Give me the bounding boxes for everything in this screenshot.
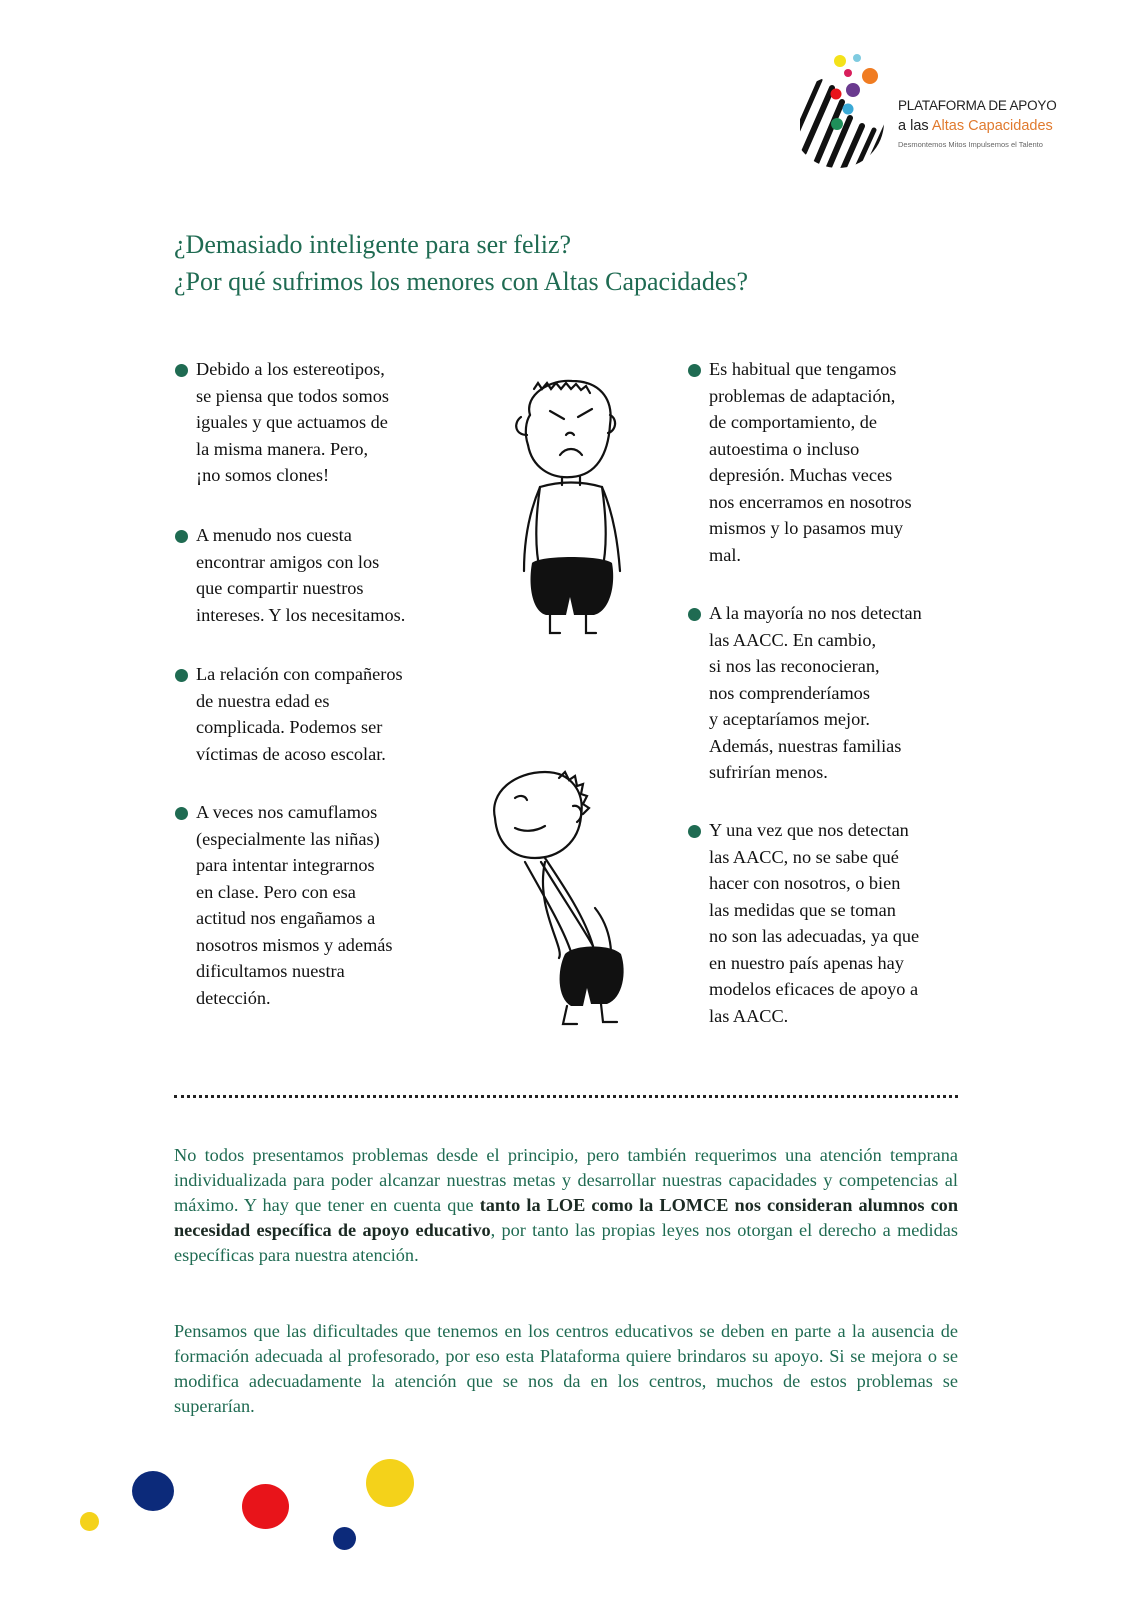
paragraph-teacher-training: Pensamos que las dificultades que tenemos en los centros educativos se deben en parte a la ausencia de formación adecuada al profesorado, por eso esta Plataforma quiere brindaros su apoyo. Si se mejora o se modifica adecuadamente la atención que se nos da en los centros, muchos de estos problemas se superarían.	[174, 1321, 958, 1416]
logo-tagline: Desmontemos Mitos Impulsemos el Talento	[898, 140, 1043, 149]
bullet-measures: Y una vez que nos detectan las AACC, no se sabe qué hacer con nosotros, o bien las medidas que se toman no son las adecuadas, ya que en nuestro país apenas hay modelos eficaces de apoyo a las AACC.	[709, 817, 989, 1029]
blue-dot-large	[132, 1471, 174, 1511]
logo-accent-text: Altas Capacidades	[931, 118, 1053, 134]
paragraph-early-attention: No todos presentamos problemas desde el principio, pero también requerimos una atención temprana individualizada para poder alcanzar nuestras metas y desarrollar nuestras capacidades y competencias al máximo. Y hay que tener en cuenta que tanto la LOE como la LOMCE nos consideran alumnos con necesidad específica de apoyo educativo, por tanto las propias leyes nos otorgan el derecho a medidas específicas para nuestra atención.	[174, 1145, 958, 1265]
title-line-1: ¿Demasiado inteligente para ser feliz?	[174, 230, 572, 259]
logo-subtitle: a las Altas Capacidades	[898, 118, 1053, 134]
yellow-dot-small	[80, 1512, 99, 1531]
law-highlight: tanto la LOE como la LOMCE nos consideran alumnos con necesidad específica de apoyo educativo	[174, 1195, 958, 1240]
bullet-adaptation: Es habitual que tengamos problemas de adaptación, de comportamiento, de autoestima o incluso depresión. Muchas veces nos encerramos en nosotros mismos y lo pasamos muy mal.	[709, 356, 989, 568]
page-title	[174, 226, 934, 300]
bullet-peers: La relación con compañeros de nuestra edad es complicada. Podemos ser víctimas de acoso escolar.	[196, 661, 476, 767]
yellow-dot-large	[366, 1459, 414, 1507]
bullet-friends: A menudo nos cuesta encontrar amigos con los que compartir nuestros intereses. Y los necesitamos.	[196, 522, 466, 628]
bullet-stereotypes: Debido a los estereotipos, se piensa que todos somos iguales y que actuamos de la misma manera. Pero, ¡no somos clones!	[196, 356, 466, 489]
red-dot	[242, 1484, 289, 1529]
dotted-divider	[174, 1095, 958, 1098]
blue-dot-small	[333, 1527, 356, 1550]
bullet-detection: A la mayoría no nos detectan las AACC. En cambio, si nos las reconocieran, nos comprenderíamos y aceptaríamos mejor. Además, nuestras familias sufrirían menos.	[709, 600, 989, 786]
sad-boy-illustration	[510, 375, 635, 645]
title-line-2: ¿Por qué sufrimos los menores con Altas Capacidades?	[174, 267, 749, 296]
bullet-camouflage: A veces nos camuflamos (especialmente las niñas) para intentar integrarnos en clase. Pero con esa actitud nos engañamos a nosotros mismos y además dificultamos nuestra detección.	[196, 799, 466, 1011]
logo	[800, 52, 1060, 177]
proud-boy-illustration	[475, 758, 645, 1030]
logo-mark-icon	[800, 52, 900, 177]
logo-title: PLATAFORMA DE APOYO	[898, 98, 1057, 113]
